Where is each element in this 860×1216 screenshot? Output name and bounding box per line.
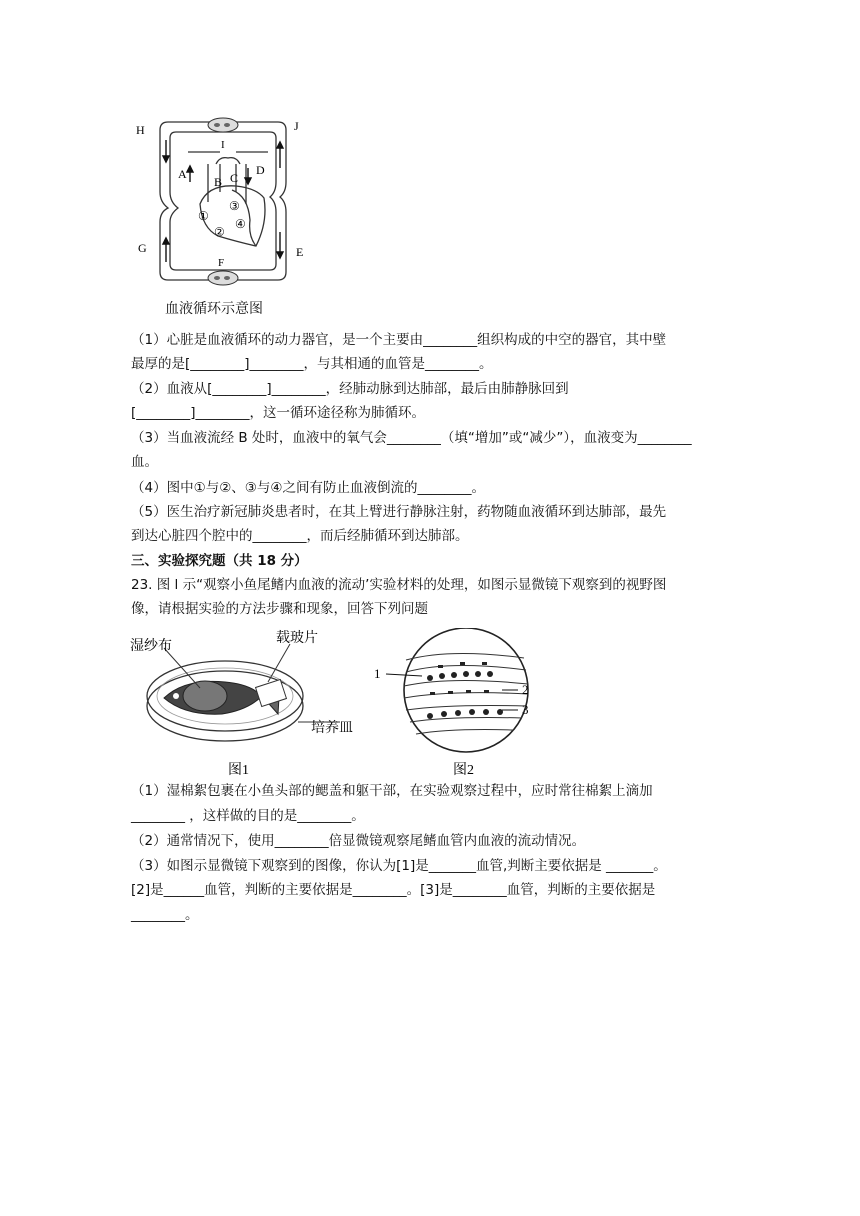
label-vessel-2: 2 xyxy=(522,682,529,697)
label-chamber-3: ③ xyxy=(229,199,240,213)
blood-circulation-diagram xyxy=(128,112,318,322)
q2-line2: [________]________，这一循环途径称为肺循环。 xyxy=(131,405,426,421)
label-J: J xyxy=(294,119,299,133)
figure1-caption: 血液循环示意图 xyxy=(165,301,263,317)
q23-3-line2: [2]是______血管，判断的主要依据是________。[3]是________血管，判断的主要依据是 xyxy=(131,882,656,898)
q1-line2: 最厚的是[________]________，与其相通的血管是________。 xyxy=(131,356,493,372)
q23-line1: 23. 图 l 示“观察小鱼尾鳍内血液的流动’实验材料的处理，如图示显微镜下观察到的视野图 xyxy=(131,577,667,593)
label-petri-dish: 培养皿 xyxy=(311,721,353,736)
label-B: B xyxy=(214,175,223,189)
label-H: H xyxy=(136,123,145,137)
label-D: D xyxy=(256,163,265,177)
label-glass-slide: 载玻片 xyxy=(276,631,318,646)
q5-line2: 到达心脏四个腔中的________，而后经肺循环到达肺部。 xyxy=(131,528,469,544)
q23-1-line1: （1）湿棉絮包裹在小鱼头部的鳃盖和躯干部，在实验观察过程中，应时常往棉絮上滴加 xyxy=(131,783,653,799)
caption-figure1: 图1 xyxy=(228,763,249,778)
q1-line1: （1）心脏是血液循环的动力器官，是一个主要由________组织构成的中空的器官，其中壁 xyxy=(131,332,667,348)
q23-1-line2: ________ ，这样做的目的是________。 xyxy=(131,808,365,824)
label-A: A xyxy=(178,167,187,181)
label-C: C xyxy=(230,171,239,185)
section3-heading: 三、实验探究题（共 18 分） xyxy=(131,553,308,569)
q2-line1: （2）血液从[________]________，经肺动脉到达肺部，最后由肺静脉回到 xyxy=(131,381,569,397)
q5-line1: （5）医生治疗新冠肺炎患者时，在其上臂进行静脉注射，药物随血液循环到达肺部，最先 xyxy=(131,504,667,520)
q3-line1: （3）当血液流经 B 处时，血液中的氧气会________（填“增加”或“减少”），血液变为________ xyxy=(131,430,692,446)
fish-experiment-figures xyxy=(130,628,550,778)
q3-line2: 血。 xyxy=(131,454,158,470)
label-chamber-4: ④ xyxy=(235,217,246,231)
q23-3-line3: ________。 xyxy=(131,907,199,923)
label-chamber-1: ① xyxy=(198,209,209,223)
q4-line: （4）图中①与②、③与④之间有防止血液倒流的________。 xyxy=(131,480,485,496)
label-vessel-3: 3 xyxy=(522,702,529,717)
label-G: G xyxy=(138,241,147,255)
label-wet-gauze: 湿纱布 xyxy=(130,639,172,654)
label-E: E xyxy=(296,245,304,259)
label-I: I xyxy=(221,139,225,151)
label-vessel-1: 1 xyxy=(374,666,381,681)
caption-figure2: 图2 xyxy=(453,763,474,778)
q23-3-line1: （3）如图示显微镜下观察到的图像，你认为[1]是_______血管,判断主要依据是 _______。 xyxy=(131,858,667,874)
label-chamber-2: ② xyxy=(214,225,225,239)
label-F: F xyxy=(218,257,225,269)
q23-2-line: （2）通常情况下，使用________倍显微镜观察尾鳍血管内血液的流动情况。 xyxy=(131,833,586,849)
q23-line2: 像，请根据实验的方法步骤和现象，回答下列问题 xyxy=(131,601,428,617)
